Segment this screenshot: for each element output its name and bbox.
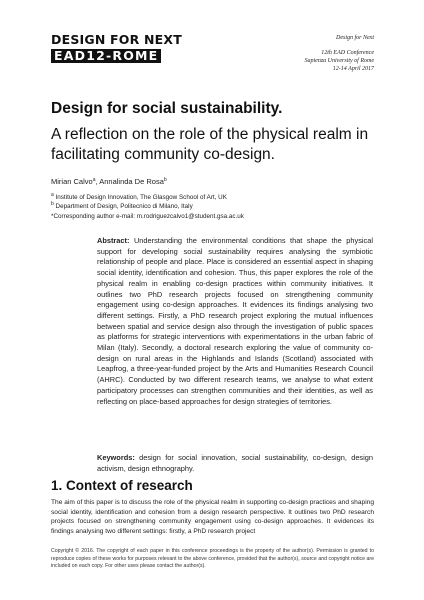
author-list [51,177,167,186]
abstract-label: Abstract: [97,236,130,245]
conference-info [305,34,375,73]
conference-dates: 12-14 April 2017 [332,66,374,72]
corresponding-author-text: Corresponding author e-mail: m.rodriguezcalvo1@student.gsa.ac.uk [53,212,244,220]
section-heading: 1. Context of research [51,478,193,493]
affiliations [51,193,244,221]
conference-venue: Sapienza University of Rome [304,58,374,64]
conference-logo [51,34,182,64]
paper-subtitle: A reflection on the role of the physical realm in facilitating community co-design. [51,126,369,163]
affiliation-line [51,202,244,211]
affiliation-text: Institute of Design Innovation, The Glasgow School of Art, UK [55,194,227,201]
affiliation-mark: a [51,192,54,198]
logo-subtitle: EAD12-ROME [51,49,161,64]
copyright-notice: Copyright © 2016. The copyright of each paper in this conference proceedings is the property of the author(s). Permission is granted to reproduce copies of these works for purposes relevant to the above conference, provided that the author(s), source and copyright notice are included on each copy. For other uses please contact the author(s). [51,548,374,570]
keywords [97,453,373,474]
author-name: Annalinda De Rosa [99,177,164,186]
section-body: The aim of this paper is to discuss the role of the physical realm in supporting co-design practices and shaping social identity, identification and cohesion from a design research perspective. It outlines two PhD research projects focused on strengthening community engagement using co-design approaches. It evidences its findings analysing two different settings: firstly, a PhD research project [51,499,374,535]
affiliation-mark: * [51,212,54,220]
author-separator: , [95,177,100,186]
abstract [97,236,373,407]
corresponding-author-line [51,212,244,221]
affiliation-text: Department of Design, Politecnico di Milano, Italy [55,203,193,211]
conference-edition: 12th EAD Conference [321,50,374,56]
affiliation-line [51,193,244,202]
author-name: Mirian Calvo [51,177,93,186]
affiliation-mark: b [51,201,54,208]
keywords-label: Keywords: [97,453,135,462]
author-superscript: a [92,177,96,183]
abstract-text: Understanding the environmental conditions that shape the physical support for developing social sustainability requires analysing the symbiotic relationship of people and place. Place is considered an essential aspect in shaping social identity, identification and cohesion. Thus, this paper explores the role of the physical realm in enabling co-design practices within community initiatives. It outlines two PhD research projects focused on strengthening community engagement using co-design approaches. It evidences its findings analysing two different settings. Firstly, a PhD research project exploring the mutual influences between spatial and service design also through the investigation of public spaces as platforms for strategic interventions with experimentations in the urban fabric of Milan (Italy). Secondly, a doctoral research exploring the value of community co-design on rural areas in the Highlands and Islands (Scotland) associated with Leapfrog, a three-year-funded project by the Arts and Humanities Research Council (AHRC). Conducted by two different research teams, we analyse to what extent participatory processes can strengthen communities and their identities, as well as reflecting on place-based approaches for design strategies of territories. [97,236,373,406]
author-superscript: b [163,177,167,183]
logo-title: DESIGN FOR NEXT [51,32,182,47]
conference-series: Design for Next [336,35,374,41]
keywords-text: design for social innovation, social sustainability, co-design, design activism, design ethnography. [97,453,373,473]
paper-title: Design for social sustainability. [51,100,283,117]
